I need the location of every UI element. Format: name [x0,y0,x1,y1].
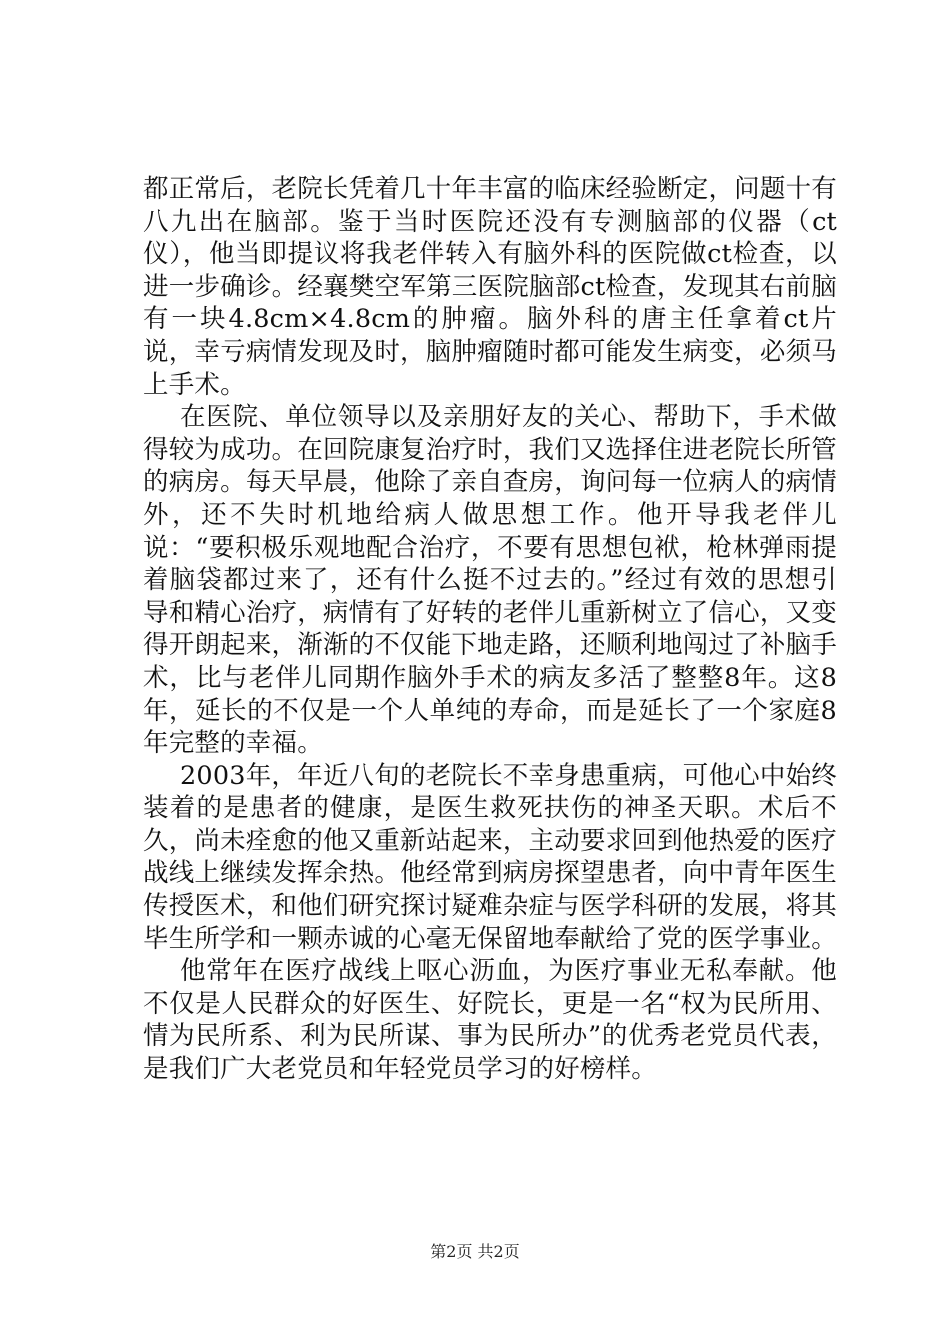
paragraph-3: 2003年，年近八旬的老院长不幸身患重病，可他心中始终装着的是患者的健康，是医生救死扶伤的神圣天职。术后不久，尚未痊愈的他又重新站起来，主动要求回到他热爱的医疗战线上继续发挥余热。他经常到病房探望患者，向中青年医生传授医术，和他们研究探讨疑难杂症与医学科研的发展，将其毕生所学和一颗赤诚的心毫无保留地奉献给了党的医学事业。 [143,760,837,954]
document-body [143,173,837,1086]
page-number-label: 第2页 共2页 [430,1242,520,1261]
paragraph-2: 在医院、单位领导以及亲朋好友的关心、帮助下，手术做得较为成功。在回院康复治疗时，我们又选择住进老院长所管的病房。每天早晨，他除了亲自查房，询问每一位病人的病情外，还不失时机地给病人做思想工作。他开导我老伴儿说：“要积极乐观地配合治疗，不要有思想包袱，枪林弹雨提着脑袋都过来了，还有什么挺不过去的。”经过有效的思想引导和精心治疗，病情有了好转的老伴儿重新树立了信心，又变得开朗起来，渐渐的不仅能下地走路，还顺利地闯过了补脑手术，比与老伴儿同期作脑外手术的病友多活了整整8年。这8年，延长的不仅是一个人单纯的寿命，而是延长了一个家庭8年完整的幸福。 [143,402,837,759]
paragraph-1: 都正常后，老院长凭着几十年丰富的临床经验断定，问题十有八九出在脑部。鉴于当时医院还没有专测脑部的仪器（ct仪），他当即提议将我老伴转入有脑外科的医院做ct检查，以进一步确诊。经襄樊空军第三医院脑部ct检查，发现其右前脑有一块4.8cm×4.8cm的肿瘤。脑外科的唐主任拿着ct片说，幸亏病情发现及时，脑肿瘤随时都可能发生病变，必须马上手术。 [143,174,837,400]
page-footer [0,1242,950,1262]
paragraph-4: 他常年在医疗战线上呕心沥血，为医疗事业无私奉献。他不仅是人民群众的好医生、好院长，更是一名“权为民所用、情为民所系、利为民所谋、事为民所办”的优秀老党员代表，是我们广大老党员和年轻党员学习的好榜样。 [143,956,837,1085]
